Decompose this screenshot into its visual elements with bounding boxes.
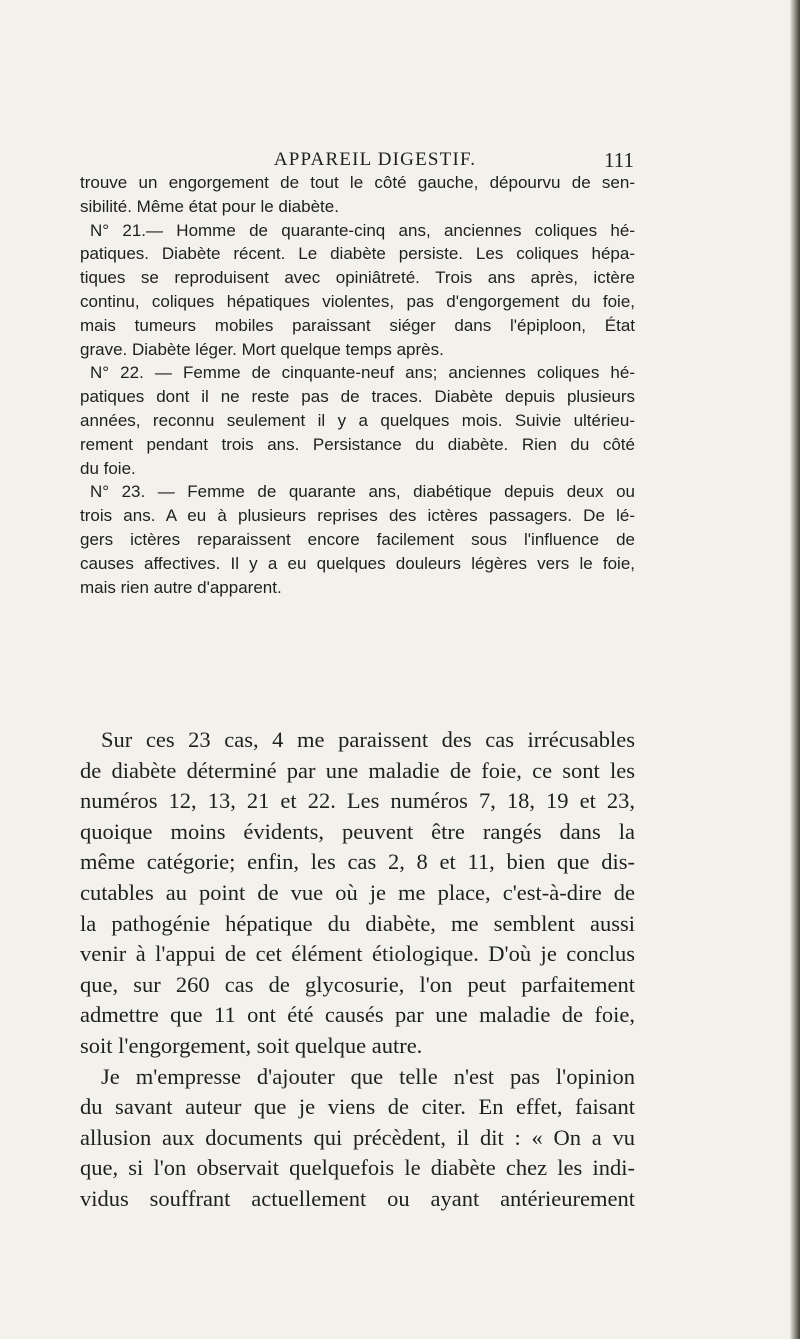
text-line: mais rien autre d'apparent. xyxy=(80,577,282,597)
text-line: que, sur 260 cas de glycosurie, l'on peut parfaitement xyxy=(80,971,635,997)
text-line: admettre que 11 ont été causés par une maladie de foie, xyxy=(80,1002,635,1028)
text-line: la pathogénie hépatique du diabète, me semblent aussi xyxy=(80,910,635,936)
text-line: que, si l'on observait quelquefois le diabète chez les indi- xyxy=(80,1155,635,1181)
text-line: années, reconnu seulement il y a quelques mois. Suivie ultérieu- xyxy=(80,410,635,430)
running-head xyxy=(0,148,800,172)
text-line: cutables au point de vue où je me place, c'est-à-dire de xyxy=(80,879,635,905)
text-line: Je m'empresse d'ajouter que telle n'est pas l'opinion xyxy=(101,1063,635,1089)
text-line: vidus souffrant actuellement ou ayant antérieurement xyxy=(80,1185,635,1211)
text-line: trois ans. A eu à plusieurs reprises des ictères passagers. De lé- xyxy=(80,506,635,526)
text-line: tiques se reproduisent avec opiniâtreté. Trois ans après, ictère xyxy=(80,268,635,288)
text-line: rement pendant trois ans. Persistance du diabète. Rien du côté xyxy=(80,434,635,454)
text-line: gers ictères reparaissent encore facilement sous l'influence de xyxy=(80,529,635,549)
text-line: du foie. xyxy=(80,458,136,478)
text-line: patiques. Diabète récent. Le diabète persiste. Les coliques hépa- xyxy=(80,244,635,264)
text-line: Sur ces 23 cas, 4 me paraissent des cas irrécusables xyxy=(101,727,635,752)
text-line: même catégorie; enfin, les cas 2, 8 et 11, bien que dis- xyxy=(80,849,635,875)
text-line: de diabète déterminé par une maladie de foie, ce sont les xyxy=(80,757,635,783)
case-notes xyxy=(80,171,635,599)
text-line: N° 22. — Femme de cinquante-neuf ans; anciennes coliques hé- xyxy=(90,363,635,383)
text-line: causes affectives. Il y a eu quelques douleurs légères vers le foie, xyxy=(80,553,635,573)
text-line: du savant auteur que je viens de citer. En effet, faisant xyxy=(80,1094,635,1120)
text-line: patiques dont il ne reste pas de traces. Diabète depuis plusieurs xyxy=(80,387,635,407)
page-edge-shadow xyxy=(790,0,800,1339)
text-line: grave. Diabète léger. Mort quelque temps après. xyxy=(80,339,444,359)
page-number: 111 xyxy=(604,148,634,172)
text-line: soit l'engorgement, soit quelque autre. xyxy=(80,1032,423,1058)
text-line: continu, coliques hépatiques violentes, pas d'engorgement du foie, xyxy=(80,291,635,311)
text-line: trouve un engorgement de tout le côté gauche, dépourvu de sen- xyxy=(80,173,635,192)
body-text xyxy=(80,725,635,1215)
text-line: allusion aux documents qui précèdent, il dit : « On a vu xyxy=(80,1124,635,1150)
text-line: N° 23. — Femme de quarante ans, diabétique depuis deux ou xyxy=(90,482,635,502)
running-title: APPAREIL DIGESTIF. xyxy=(273,149,477,170)
text-line: quoique moins évidents, peuvent être rangés dans la xyxy=(80,818,635,844)
text-line: mais tumeurs mobiles paraissant siéger dans l'épiploon, État xyxy=(80,315,635,335)
text-line: venir à l'appui de cet élément étiologique. D'où je conclus xyxy=(80,941,635,967)
text-line: N° 21.— Homme de quarante-cinq ans, anciennes coliques hé- xyxy=(90,220,635,240)
text-line: sibilité. Même état pour le diabète. xyxy=(80,196,339,216)
text-line: numéros 12, 13, 21 et 22. Les numéros 7, 18, 19 et 23, xyxy=(80,788,635,814)
